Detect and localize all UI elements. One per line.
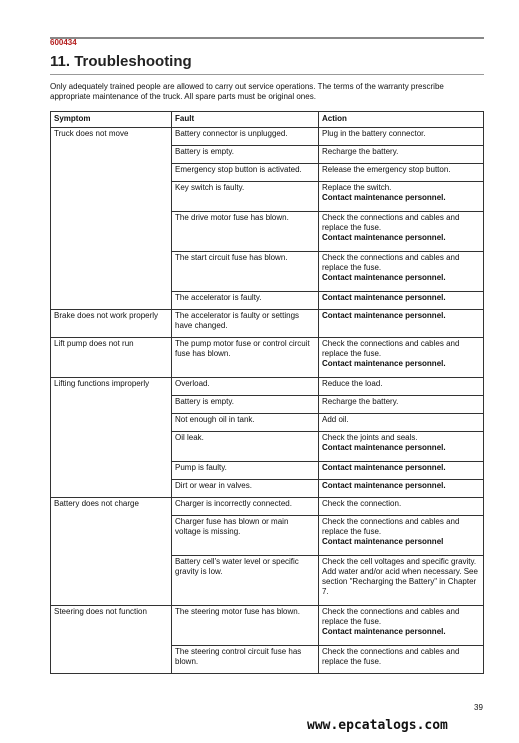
fault-cell: Charger fuse has blown or main voltage is missing. [172, 516, 319, 556]
action-cell [319, 252, 484, 292]
table-row [51, 310, 484, 338]
action-cell [319, 146, 484, 164]
symptom-cell: Lift pump does not run [51, 338, 172, 378]
action-text: Check the joints and seals. [322, 433, 418, 442]
contact-note: Contact maintenance personnel. [322, 463, 446, 472]
fault-cell: Battery is empty. [172, 396, 319, 414]
action-text: Check the connections and cables and replace the fuse. [322, 647, 460, 666]
intro-paragraph: Only adequately trained people are allowed to carry out service operations. The terms of the warranty prescribe appropriate maintenance of the truck. All spare parts must be original ones. [50, 82, 444, 101]
symptom-cell: Truck does not move [51, 128, 172, 310]
action-cell [319, 606, 484, 646]
action-text: Reduce the load. [322, 379, 383, 388]
action-cell [319, 164, 484, 182]
action-cell [319, 378, 484, 396]
table-row [51, 378, 484, 396]
fault-cell: The accelerator is faulty or settings have changed. [172, 310, 319, 338]
fault-cell: Battery is empty. [172, 146, 319, 164]
column-header-symptom: Symptom [51, 112, 172, 128]
action-text: Check the connections and cables and replace the fuse. [322, 253, 460, 272]
action-cell [319, 396, 484, 414]
action-text: Recharge the battery. [322, 147, 399, 156]
symptom-cell: Steering does not function [51, 606, 172, 674]
fault-cell: Not enough oil in tank. [172, 414, 319, 432]
table-row [51, 338, 484, 378]
action-cell [319, 556, 484, 606]
fault-cell: Battery connector is unplugged. [172, 128, 319, 146]
action-cell [319, 338, 484, 378]
symptom-cell: Battery does not charge [51, 498, 172, 606]
action-text: Check the connection. [322, 499, 402, 508]
fault-cell: Pump is faulty. [172, 462, 319, 480]
action-cell [319, 310, 484, 338]
fault-cell: The accelerator is faulty. [172, 292, 319, 310]
fault-cell: Emergency stop button is activated. [172, 164, 319, 182]
action-cell [319, 498, 484, 516]
action-cell [319, 516, 484, 556]
contact-note: Contact maintenance personnel. [322, 481, 446, 490]
action-text: Check the connections and cables and replace the fuse. [322, 517, 460, 536]
action-cell [319, 462, 484, 480]
symptom-cell: Brake does not work properly [51, 310, 172, 338]
table-header-row [51, 112, 484, 128]
contact-note: Contact maintenance personnel. [322, 443, 446, 452]
action-text: Replace the switch. [322, 183, 392, 192]
fault-cell: The drive motor fuse has blown. [172, 212, 319, 252]
fault-cell: The steering motor fuse has blown. [172, 606, 319, 646]
action-text: Add oil. [322, 415, 349, 424]
table-row [51, 606, 484, 646]
fault-cell: Key switch is faulty. [172, 182, 319, 212]
fault-cell: The steering control circuit fuse has blown. [172, 646, 319, 674]
contact-note: Contact maintenance personnel. [322, 273, 446, 282]
column-header-fault: Fault [172, 112, 319, 128]
contact-note: Contact maintenance personnel. [322, 193, 446, 202]
page-number: 39 [474, 703, 483, 712]
action-cell [319, 414, 484, 432]
fault-cell: The pump motor fuse or control circuit fuse has blown. [172, 338, 319, 378]
column-header-action: Action [319, 112, 484, 128]
document-code: 600434 [50, 38, 77, 47]
page-title: 11. Troubleshooting [50, 53, 192, 70]
action-cell [319, 212, 484, 252]
fault-cell: Oil leak. [172, 432, 319, 462]
action-text: Check the cell voltages and specific gravity. Add water and/or acid when necessary. See section "Recharging the Battery" in Chapter 7. [322, 557, 478, 596]
action-text: Check the connections and cables and replace the fuse. [322, 339, 460, 358]
action-cell [319, 480, 484, 498]
table-row [51, 498, 484, 516]
action-text: Check the connections and cables and replace the fuse. [322, 213, 460, 232]
fault-cell: Overload. [172, 378, 319, 396]
symptom-cell: Lifting functions improperly [51, 378, 172, 498]
troubleshooting-table [50, 111, 484, 674]
action-cell [319, 646, 484, 674]
title-divider [50, 74, 484, 75]
fault-cell: Battery cell's water level or specific gravity is low. [172, 556, 319, 606]
contact-note: Contact maintenance personnel. [322, 359, 446, 368]
contact-note: Contact maintenance personnel [322, 537, 444, 546]
table-row [51, 128, 484, 146]
contact-note: Contact maintenance personnel. [322, 293, 446, 302]
top-rule [50, 37, 484, 39]
contact-note: Contact maintenance personnel. [322, 233, 446, 242]
action-text: Plug in the battery connector. [322, 129, 426, 138]
fault-cell: Charger is incorrectly connected. [172, 498, 319, 516]
watermark-url: www.epcatalogs.com [307, 718, 448, 733]
fault-cell: The start circuit fuse has blown. [172, 252, 319, 292]
action-text: Check the connections and cables and replace the fuse. [322, 607, 460, 626]
action-text: Recharge the battery. [322, 397, 399, 406]
contact-note: Contact maintenance personnel. [322, 627, 446, 636]
action-cell [319, 432, 484, 462]
contact-note: Contact maintenance personnel. [322, 311, 446, 320]
action-cell [319, 182, 484, 212]
fault-cell: Dirt or wear in valves. [172, 480, 319, 498]
action-text: Release the emergency stop button. [322, 165, 451, 174]
action-cell [319, 128, 484, 146]
action-cell [319, 292, 484, 310]
